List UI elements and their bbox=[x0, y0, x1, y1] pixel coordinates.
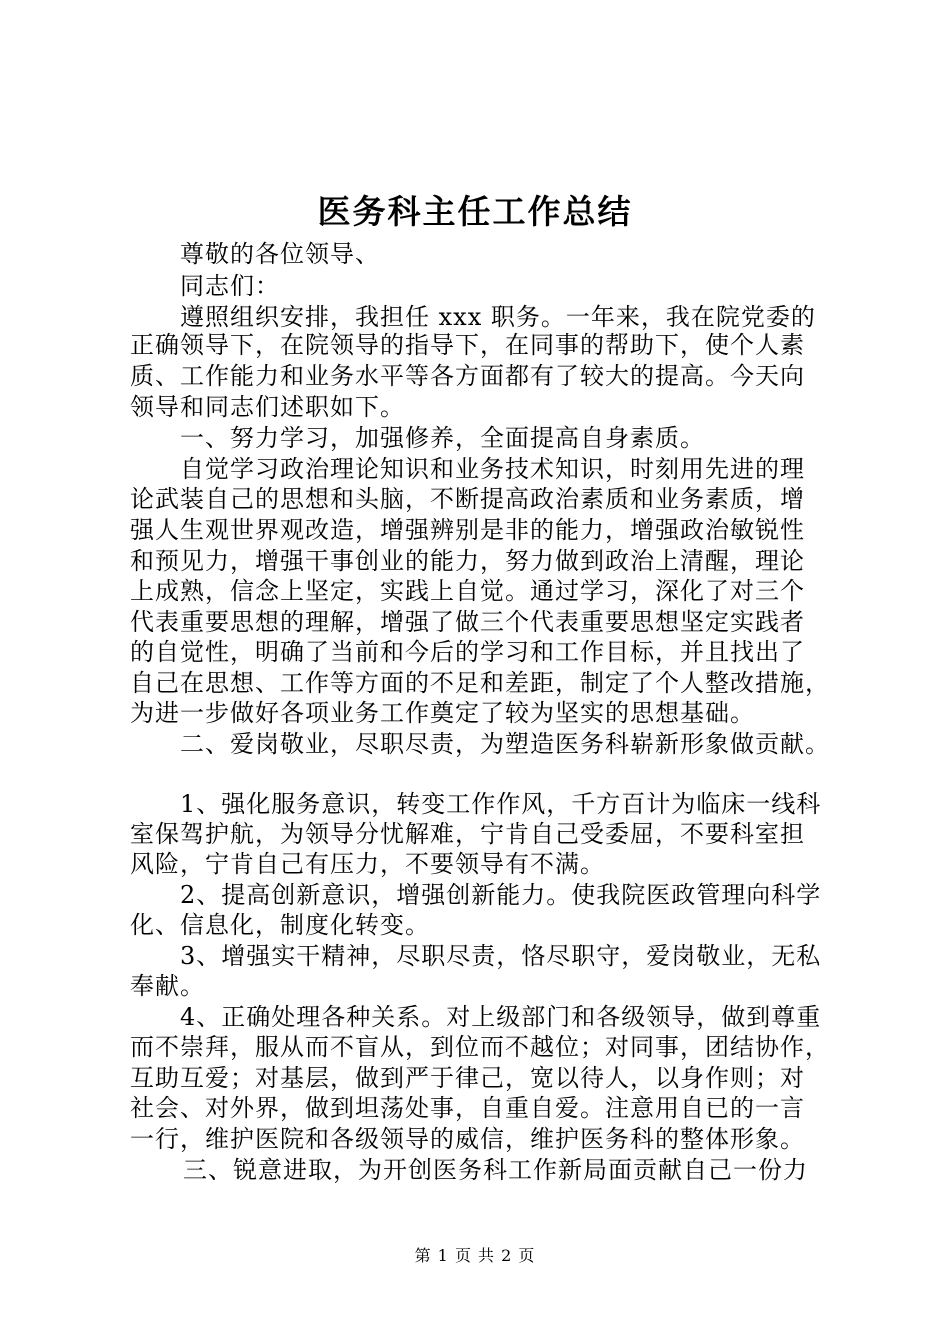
page-number: 第 1 页 共 2 页 bbox=[414, 1246, 536, 1265]
text-line: 正确领导下，在院领导的指导下，在同事的帮助下，使个人素 bbox=[130, 331, 805, 359]
text-line: 3、增强实干精神，尽职尽责，恪尽职守，爱岗敬业，无私 bbox=[180, 942, 822, 970]
text-line: 4、正确处理各种关系。对上级部门和各级领导，做到尊重 bbox=[180, 1003, 822, 1031]
text-line: 代表重要思想的理解，增强了做三个代表重要思想坚定实践者 bbox=[130, 608, 805, 636]
text-line: 的自觉性，明确了当前和今后的学习和工作目标，并且找出了 bbox=[130, 638, 805, 666]
text-line: 同志们： bbox=[180, 272, 280, 300]
text-line: 自觉学习政治理论知识和业务技术知识，时刻用先进的理 bbox=[180, 455, 805, 483]
text-line: 自己在思想、工作等方面的不足和差距，制定了个人整改措施， bbox=[130, 669, 830, 697]
text-line: 一行，维护医院和各级领导的威信，维护医务科的整体形象。 bbox=[130, 1125, 805, 1153]
text-line: 互助互爱；对基层，做到严于律己，宽以待人，以身作则；对 bbox=[130, 1064, 805, 1092]
text-line: 领导和同志们述职如下。 bbox=[130, 393, 405, 421]
text-line: 化、信息化，制度化转变。 bbox=[130, 911, 430, 939]
section-heading: 三、锐意进取，为开创医务科工作新局面贡献自己一份力 bbox=[183, 1156, 808, 1184]
text-line: 论武装自己的思想和头脑，不断提高政治素质和业务素质，增 bbox=[130, 485, 805, 513]
text-line: 2、提高创新意识，增强创新能力。使我院医政管理向科学 bbox=[180, 881, 822, 909]
text-line: 为进一步做好各项业务工作奠定了较为坚实的思想基础。 bbox=[130, 699, 755, 727]
text-line: 风险，宁肯自己有压力，不要领导有不满。 bbox=[130, 850, 605, 878]
section-heading: 一、努力学习，加强修养，全面提高自身素质。 bbox=[180, 424, 705, 452]
text-line: 奉献。 bbox=[130, 972, 205, 1000]
text-line: 社会、对外界，做到坦荡处事，自重自爱。注意用自已的一言 bbox=[130, 1094, 805, 1122]
text-line: 1、强化服务意识，转变工作作风，千方百计为临床一线科 bbox=[180, 790, 822, 818]
text-line: 强人生观世界观改造，增强辨别是非的能力，增强政治敏锐性 bbox=[130, 516, 805, 544]
text-line: 遵照组织安排，我担任 xxx 职务。一年来，我在院党委的 bbox=[180, 303, 816, 331]
text-line: 和预见力，增强干事创业的能力，努力做到政治上清醒，理论 bbox=[130, 547, 805, 575]
text-line: 而不崇拜，服从而不盲从，到位而不越位；对同事，团结协作， bbox=[130, 1033, 830, 1061]
text-line: 室保驾护航，为领导分忧解难，宁肯自己受委屈，不要科室担 bbox=[130, 820, 805, 848]
section-heading: 二、爱岗敬业，尽职尽责，为塑造医务科崭新形象做贡献。 bbox=[180, 730, 830, 758]
text-line: 上成熟，信念上坚定，实践上自觉。通过学习，深化了对三个 bbox=[130, 577, 805, 605]
document-title: 医务科主任工作总结 bbox=[317, 192, 633, 231]
text-line: 尊敬的各位领导、 bbox=[180, 240, 380, 268]
text-line: 质、工作能力和业务水平等各方面都有了较大的提高。今天向 bbox=[130, 362, 805, 390]
